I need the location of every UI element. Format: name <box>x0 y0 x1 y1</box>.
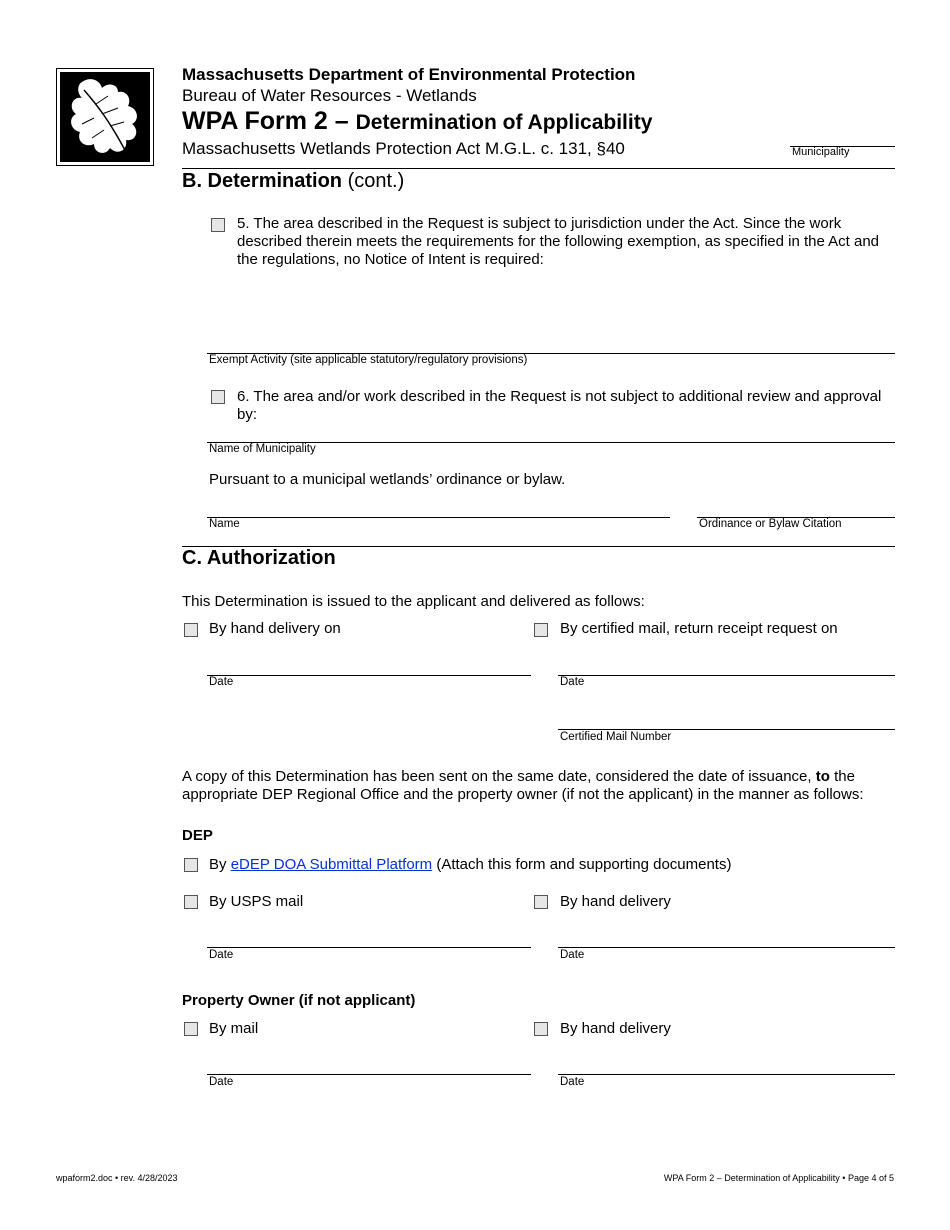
copy-text <box>182 768 895 804</box>
certified-mail-number-field[interactable] <box>558 729 895 730</box>
item6-checkbox[interactable] <box>211 390 225 404</box>
agency-name: Massachusetts Department of Environmental Protection <box>182 65 636 84</box>
item5-checkbox[interactable] <box>211 218 225 232</box>
copy-text-part1: A copy of this Determination has been sent on the same date, considered the date of issuance, <box>182 768 812 785</box>
dep-usps-date-field[interactable] <box>207 947 531 948</box>
certified-mail-date-field[interactable] <box>558 675 895 676</box>
section-b-title-suffix: (cont.) <box>347 170 405 192</box>
pursuant-text: Pursuant to a municipal wetlands’ ordinance or bylaw. <box>209 471 566 488</box>
bylaw-citation-label: Ordinance or Bylaw Citation <box>699 518 842 530</box>
section-b-title <box>182 170 404 193</box>
form-title-sub: Determination of Applicability <box>355 111 653 134</box>
certified-mail-number-label: Certified Mail Number <box>560 731 672 743</box>
dep-logo <box>56 68 154 166</box>
footer-left: wpaform2.doc • rev. 4/28/2023 <box>56 1173 178 1183</box>
bylaw-name-field[interactable] <box>207 517 670 518</box>
oak-leaf-icon <box>60 72 150 162</box>
owner-mail-label: By mail <box>209 1020 259 1037</box>
dep-heading: DEP <box>182 827 213 844</box>
owner-hand-delivery-label: By hand delivery <box>560 1020 671 1037</box>
dep-hand-date-field[interactable] <box>558 947 895 948</box>
hand-delivery-label: By hand delivery on <box>209 620 341 637</box>
issued-text: This Determination is issued to the applicant and delivered as follows: <box>182 593 645 610</box>
bylaw-name-label: Name <box>209 518 240 530</box>
form-title <box>182 107 652 136</box>
owner-heading: Property Owner (if not applicant) <box>182 992 416 1009</box>
dep-usps-label: By USPS mail <box>209 893 304 910</box>
bureau-name: Bureau of Water Resources - Wetlands <box>182 86 477 105</box>
date-label: Date <box>209 949 234 961</box>
date-label: Date <box>560 676 585 688</box>
owner-mail-checkbox[interactable] <box>184 1022 198 1036</box>
owner-hand-delivery-checkbox[interactable] <box>534 1022 548 1036</box>
edep-link[interactable]: eDEP DOA Submittal Platform <box>230 856 433 873</box>
date-label: Date <box>209 676 234 688</box>
date-label: Date <box>560 949 585 961</box>
edep-option <box>209 856 731 874</box>
edep-by-label: By <box>209 856 227 873</box>
item5-text: 5. The area described in the Request is subject to jurisdiction under the Act. Since the work described therein meets the requirements for the following exemption, as specified in the Act and the regulations, no Notice of Intent is required: <box>237 215 880 268</box>
certified-mail-label: By certified mail, return receipt request on <box>560 620 838 637</box>
copy-text-bold: to <box>815 768 830 785</box>
section-c-title: C. Authorization <box>182 547 336 569</box>
edep-checkbox[interactable] <box>184 858 198 872</box>
date-label: Date <box>560 1076 585 1088</box>
form-title-main: WPA Form 2 – <box>182 107 349 135</box>
dep-usps-checkbox[interactable] <box>184 895 198 909</box>
owner-mail-date-field[interactable] <box>207 1074 531 1075</box>
exempt-activity-label: Exempt Activity (site applicable statutory/regulatory provisions) <box>209 354 528 366</box>
hand-delivery-date-field[interactable] <box>207 675 531 676</box>
municipality-label: Municipality <box>792 146 850 158</box>
dep-hand-delivery-label: By hand delivery <box>560 893 671 910</box>
act-citation: Massachusetts Wetlands Protection Act M.G.L. c. 131, §40 <box>182 139 625 158</box>
date-label: Date <box>209 1076 234 1088</box>
owner-hand-date-field[interactable] <box>558 1074 895 1075</box>
copy-text-part2: the appropriate DEP Regional Office and the property owner (if not the applicant) in the manner as follows: <box>182 768 864 803</box>
edep-suffix: (Attach this form and supporting documents) <box>436 856 732 873</box>
header-rule <box>182 168 895 169</box>
dep-hand-delivery-checkbox[interactable] <box>534 895 548 909</box>
hand-delivery-checkbox[interactable] <box>184 623 198 637</box>
item6-text: 6. The area and/or work described in the Request is not subject to additional review and approval by: <box>237 388 882 423</box>
municipality-name-label: Name of Municipality <box>209 443 316 455</box>
footer-right: WPA Form 2 – Determination of Applicability • Page 4 of 5 <box>663 1173 894 1183</box>
certified-mail-checkbox[interactable] <box>534 623 548 637</box>
section-b-title-text: B. Determination <box>182 170 343 192</box>
